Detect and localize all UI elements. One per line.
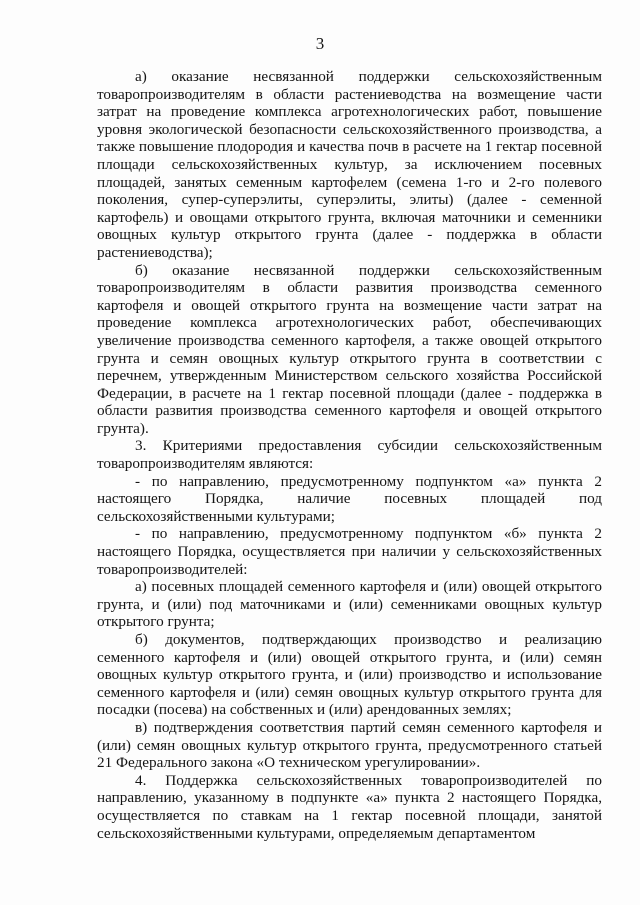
page-number: 3	[315, 34, 325, 53]
paragraph-3-sub-c: в) подтверждения соответствия партий семян семенного картофеля и (или) семян овощных культур открытого грунта, предусмотренного статьей 21 Федерального закона «О техническом урегулировании».	[97, 718, 602, 772]
paragraph-3-sub-b: б) документов, подтверждающих производство и реализацию семенного картофеля и (или) овощей открытого грунта, и (или) семян овощных культур открытого грунта, и (или) производство и использование семенного картофеля и (или) семян овощных культур открытого грунта для посадки (посева) на собственных и (или) арендованных землях;	[97, 631, 602, 719]
paragraph-2b: б) оказание несвязанной поддержки сельскохозяйственным товаропроизводителям в области развития производства семенного картофеля и овощей открытого грунта на возмещение части затрат на проведение комплекса агротехнологических работ, обеспечивающих увеличение производства семенного картофеля, а также овощей открытого грунта и семян овощных культур открытого грунта в соответствии с перечнем, утвержденным Министерством сельского хозяйства Российской Федерации, в расчете на 1 гектар посевной площади (далее - поддержка в области развития производства семенного картофеля и овощей открытого грунта).	[97, 261, 602, 437]
paragraph-3: 3. Критериями предоставления субсидии сельскохозяйственным товаропроизводителям являются:	[97, 437, 602, 473]
paragraph-4: 4. Поддержка сельскохозяйственных товаропроизводителей по направлению, указанному в подпункте «а» пункта 2 настоящего Порядка, осуществляется по ставкам на 1 гектар посевной площади, занятой сельскохозяйственными культурами, определяемым департаментом	[97, 771, 602, 842]
paragraph-3-item-a: - по направлению, предусмотренному подпунктом «а» пункта 2 настоящего Порядка, наличие посевных площадей под сельскохозяйственными культурами;	[97, 472, 602, 525]
paragraph-3-sub-a: а) посевных площадей семенного картофеля и (или) овощей открытого грунта, и (или) под маточниками и (или) семенниками овощных культур открытого грунта;	[97, 578, 602, 631]
document-body	[97, 68, 602, 842]
paragraph-2a: а) оказание несвязанной поддержки сельскохозяйственным товаропроизводителям в области растениеводства на возмещение части затрат на проведение комплекса агротехнологических работ, повышение уровня экологической безопасности сельскохозяйственного производства, а также повышение плодородия и качества почв в расчете на 1 гектар посевной площади сельскохозяйственных культур, за исключением посевных площадей, занятых семенным картофелем (семена 1-го и 2-го полевого поколения, супер-суперэлиты, суперэлиты, элиты) (далее - семенной картофель) и овощами открытого грунта, включая маточники и семенники овощных культур открытого грунта (далее - поддержка в области растениеводства);	[97, 68, 602, 261]
paragraph-3-item-b: - по направлению, предусмотренному подпунктом «б» пункта 2 настоящего Порядка, осуществляется при наличии у сельскохозяйственных товаропроизводителей:	[97, 525, 602, 578]
